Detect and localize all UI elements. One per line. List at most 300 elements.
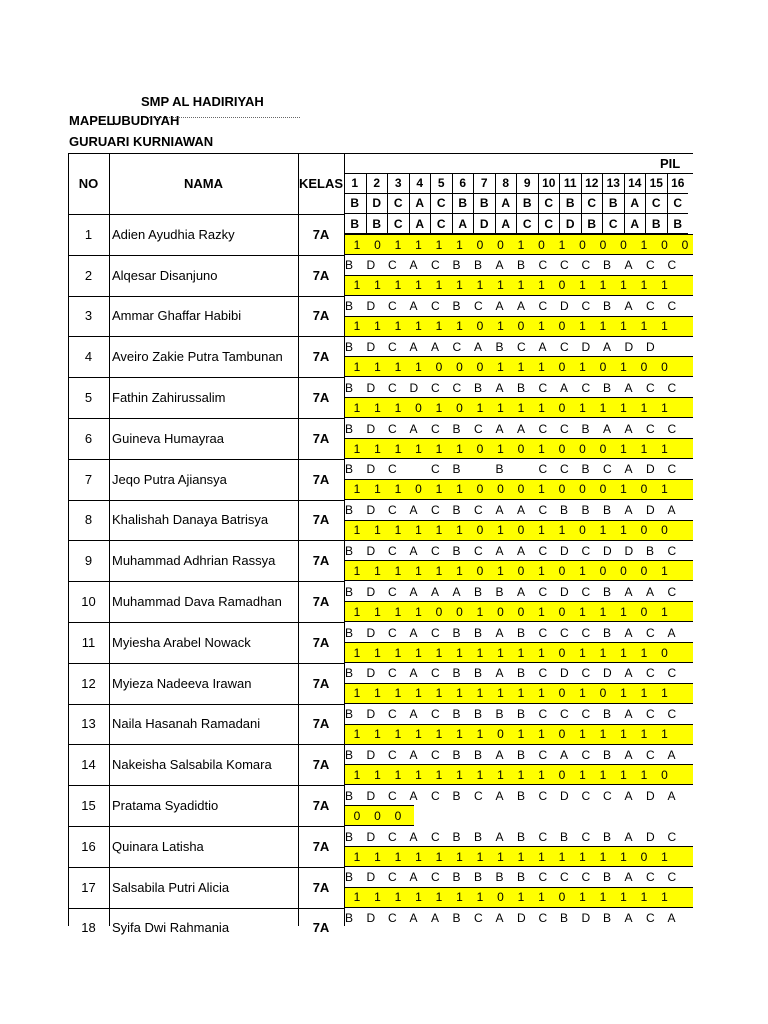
student-answer: C <box>581 380 591 395</box>
score-value: 1 <box>620 727 627 742</box>
student-answer: B <box>474 625 483 640</box>
student-answer: C <box>431 462 440 477</box>
score-value: 1 <box>456 686 463 701</box>
score-value: 0 <box>558 319 566 334</box>
score-value: 1 <box>435 278 443 293</box>
student-answer: C <box>388 788 397 803</box>
question-number: 13 <box>602 173 624 194</box>
score-value: 1 <box>538 441 545 456</box>
student-answer: C <box>538 747 548 762</box>
score-value: 0 <box>661 237 668 252</box>
score-value: 1 <box>640 890 648 905</box>
student-answer: B <box>603 870 612 885</box>
score-value: 1 <box>374 278 381 293</box>
student-name: Khalishah Danaya Batrisya <box>112 512 269 528</box>
score-value: 0 <box>558 359 566 374</box>
score-value: 1 <box>476 890 484 905</box>
student-answer: B <box>345 747 354 762</box>
score-value: 0 <box>661 359 668 374</box>
score-value: 1 <box>599 278 607 293</box>
student-answer: C <box>560 462 569 477</box>
row-number: 14 <box>81 757 96 773</box>
student-answer: C <box>581 788 591 803</box>
answer-key-alt: C <box>516 214 538 234</box>
student-answer: A <box>624 421 633 436</box>
score-value: 1 <box>435 686 443 701</box>
student-answer: A <box>409 299 418 314</box>
student-name: Myieza Nadeeva Irawan <box>112 675 252 691</box>
score-value: 1 <box>353 278 361 293</box>
student-answer: B <box>495 870 504 885</box>
student-answer: C <box>431 666 440 681</box>
student-answer: B <box>560 503 569 518</box>
question-number: 12 <box>581 173 603 194</box>
score-value: 0 <box>579 441 586 456</box>
answer-key-alt: C <box>387 214 409 234</box>
student-answer: B <box>495 339 504 354</box>
student-answer: B <box>474 380 483 395</box>
student-answer: A <box>646 584 655 599</box>
score-value: 1 <box>538 727 545 742</box>
student-answer: B <box>517 625 526 640</box>
score-value: 1 <box>353 523 361 538</box>
score-value: 1 <box>620 890 627 905</box>
student-answer: A <box>431 911 440 926</box>
row-number: 8 <box>84 512 93 528</box>
score-value: 1 <box>353 645 361 660</box>
student-answer: A <box>409 421 418 436</box>
answer-key-alt: A <box>452 214 474 234</box>
score-value: 0 <box>517 604 525 619</box>
student-answer: C <box>581 543 591 558</box>
question-number: 2 <box>366 173 388 194</box>
score-value: 0 <box>476 359 484 374</box>
student-answer: D <box>366 747 376 762</box>
student-answer: D <box>560 543 569 558</box>
score-value: 0 <box>517 319 525 334</box>
score-value: 0 <box>558 890 566 905</box>
student-answer: D <box>366 421 376 436</box>
student-answer: D <box>366 707 376 722</box>
student-answer: A <box>431 584 440 599</box>
student-name: Muhammad Adhrian Rassya <box>112 553 276 569</box>
score-value: 1 <box>661 400 668 415</box>
score-value: 1 <box>394 849 402 864</box>
score-value: 1 <box>620 441 627 456</box>
student-answer: B <box>517 666 526 681</box>
score-value: 1 <box>497 278 504 293</box>
score-value: 1 <box>435 319 443 334</box>
score-value: 1 <box>558 237 566 252</box>
score-value: 1 <box>497 686 504 701</box>
student-answer: B <box>603 625 612 640</box>
student-answer: A <box>517 503 526 518</box>
answer-key-alt: B <box>581 214 603 234</box>
student-answer: C <box>452 380 462 395</box>
answer-key-alt: B <box>667 214 689 234</box>
score-value: 1 <box>579 359 586 374</box>
score-value: 1 <box>394 604 402 619</box>
student-answer: C <box>538 666 548 681</box>
student-answer: A <box>431 339 440 354</box>
student-answer: D <box>366 462 376 477</box>
score-value: 0 <box>476 319 484 334</box>
student-class: 7A <box>312 594 330 610</box>
student-answer: C <box>474 503 483 518</box>
student-answer: A <box>560 747 569 762</box>
student-class: 7A <box>312 879 330 895</box>
student-answer: D <box>366 870 376 885</box>
grid-line <box>68 908 344 909</box>
row-number: 4 <box>84 349 93 365</box>
student-answer: B <box>452 258 461 273</box>
score-value: 1 <box>661 319 668 334</box>
score-value: 1 <box>374 563 381 578</box>
student-answer: A <box>517 584 526 599</box>
score-value: 0 <box>558 686 566 701</box>
score-value: 1 <box>497 523 504 538</box>
score-value: 0 <box>517 563 525 578</box>
student-answer: B <box>345 543 354 558</box>
row-number: 3 <box>84 308 93 324</box>
student-answer: B <box>517 747 526 762</box>
score-value: 1 <box>476 645 484 660</box>
student-answer: B <box>603 584 612 599</box>
answer-key: B <box>473 193 495 214</box>
student-answer: A <box>667 911 676 926</box>
student-answer: C <box>431 707 440 722</box>
answer-key-alt: A <box>409 214 431 234</box>
student-answer <box>473 460 495 479</box>
score-value: 1 <box>538 400 545 415</box>
score-value: 0 <box>558 604 566 619</box>
student-answer: A <box>495 911 504 926</box>
answer-key-alt: A <box>624 214 646 234</box>
student-class: 7A <box>312 430 330 446</box>
score-value: 0 <box>558 482 566 497</box>
score-value: 1 <box>374 645 381 660</box>
grid-line <box>344 173 693 174</box>
student-answer: B <box>452 788 461 803</box>
student-answer: C <box>388 339 397 354</box>
student-answer: D <box>624 543 634 558</box>
student-answer: C <box>581 666 591 681</box>
student-answer: B <box>603 299 612 314</box>
score-value: 1 <box>579 645 586 660</box>
score-value: 1 <box>620 400 627 415</box>
answer-key: A <box>409 193 431 214</box>
score-value: 1 <box>538 563 545 578</box>
student-answer: B <box>603 258 612 273</box>
student-answer: C <box>538 788 548 803</box>
score-value: 1 <box>476 727 484 742</box>
score-value: 1 <box>517 849 525 864</box>
score-value: 1 <box>579 400 586 415</box>
score-value: 1 <box>599 604 607 619</box>
score-value: 0 <box>620 237 627 252</box>
student-answer: A <box>624 503 633 518</box>
student-answer: C <box>646 299 655 314</box>
score-value: 1 <box>476 686 484 701</box>
score-value: 1 <box>579 604 586 619</box>
question-number: 14 <box>624 173 646 194</box>
student-answer: C <box>431 829 440 844</box>
score-value: 1 <box>415 767 422 782</box>
student-answer: C <box>388 462 397 477</box>
student-answer: A <box>409 625 418 640</box>
score-value: 1 <box>538 604 545 619</box>
student-answer: A <box>495 299 504 314</box>
question-number: 7 <box>473 173 495 194</box>
score-value: 0 <box>640 482 648 497</box>
answer-key: A <box>624 193 646 214</box>
student-answer: A <box>495 380 504 395</box>
student-answer: C <box>388 584 397 599</box>
student-answer: C <box>667 707 677 722</box>
student-answer: C <box>388 666 397 681</box>
score-value: 1 <box>435 727 443 742</box>
student-name: Alqesar Disanjuno <box>112 267 218 283</box>
score-value: 0 <box>517 523 525 538</box>
student-answer: C <box>646 258 655 273</box>
student-answer: B <box>603 380 612 395</box>
score-value: 1 <box>640 727 648 742</box>
grid-line <box>68 214 344 215</box>
answer-key-alt: C <box>602 214 624 234</box>
score-value: 1 <box>456 482 463 497</box>
answer-key: C <box>387 193 409 214</box>
score-value: 0 <box>476 441 484 456</box>
answer-key: B <box>452 193 474 214</box>
score-value: 1 <box>456 849 463 864</box>
score-value: 1 <box>435 849 443 864</box>
score-value: 1 <box>517 686 525 701</box>
student-answer: C <box>538 462 548 477</box>
student-answer: C <box>667 380 677 395</box>
score-value: 0 <box>538 237 545 252</box>
score-value: 1 <box>497 563 504 578</box>
score-value: 0 <box>558 400 566 415</box>
student-answer: D <box>646 462 655 477</box>
score-value: 0 <box>661 645 668 660</box>
student-answer: C <box>517 339 526 354</box>
score-value: 0 <box>374 808 381 823</box>
score-value: 0 <box>456 359 463 374</box>
student-answer: C <box>560 870 569 885</box>
student-answer: A <box>495 421 504 436</box>
score-value: 1 <box>456 278 463 293</box>
score-value: 1 <box>394 767 402 782</box>
student-answer: D <box>366 380 376 395</box>
student-answer: B <box>474 666 483 681</box>
student-answer: B <box>345 380 354 395</box>
score-value: 0 <box>456 400 463 415</box>
student-answer: A <box>495 666 504 681</box>
score-value: 1 <box>353 441 361 456</box>
grid-line <box>68 744 344 745</box>
score-value: 1 <box>374 767 381 782</box>
student-answer <box>409 460 431 479</box>
student-name: Pratama Syadidtio <box>112 798 219 814</box>
student-answer: A <box>624 380 633 395</box>
score-value: 1 <box>620 686 627 701</box>
student-name: Ammar Ghaffar Habibi <box>112 308 242 324</box>
student-answer: B <box>517 707 526 722</box>
student-answer: A <box>517 421 526 436</box>
student-answer: B <box>517 870 526 885</box>
row-number: 15 <box>81 798 96 814</box>
student-answer: B <box>517 788 526 803</box>
student-class: 7A <box>312 349 330 365</box>
student-class: 7A <box>312 471 330 487</box>
student-name: Guineva Humayraa <box>112 430 224 446</box>
score-value: 0 <box>558 767 566 782</box>
score-value: 1 <box>620 767 627 782</box>
score-value: 1 <box>374 686 381 701</box>
student-answer: C <box>560 707 569 722</box>
student-answer: A <box>409 707 418 722</box>
score-value: 0 <box>476 563 484 578</box>
student-answer: A <box>495 503 504 518</box>
student-answer: C <box>667 258 677 273</box>
score-value: 1 <box>374 849 381 864</box>
student-answer: D <box>581 339 591 354</box>
student-answer: C <box>581 625 591 640</box>
student-answer: B <box>452 299 461 314</box>
grid-line <box>68 153 344 154</box>
score-value: 1 <box>579 727 586 742</box>
score-value: 0 <box>640 563 648 578</box>
student-answer: B <box>345 339 354 354</box>
student-answer: D <box>581 911 591 926</box>
answer-key: B <box>559 193 581 214</box>
score-value: 0 <box>599 482 607 497</box>
student-class: 7A <box>312 512 330 528</box>
score-value: 1 <box>394 686 402 701</box>
student-answer: A <box>624 911 633 926</box>
answer-key: C <box>538 193 560 214</box>
student-answer: A <box>409 666 418 681</box>
student-answer: C <box>581 747 591 762</box>
student-answer: D <box>366 829 376 844</box>
student-answer: D <box>366 339 376 354</box>
score-value: 0 <box>415 400 422 415</box>
student-answer: D <box>366 584 376 599</box>
student-answer: B <box>452 543 461 558</box>
mapel-value: UBUDIYAH <box>112 113 180 128</box>
student-answer: C <box>667 829 677 844</box>
score-value: 1 <box>579 563 586 578</box>
answer-key: C <box>645 193 667 214</box>
score-value: 1 <box>353 237 361 252</box>
student-answer: C <box>667 666 677 681</box>
student-answer: B <box>474 870 483 885</box>
score-value: 0 <box>497 727 504 742</box>
student-answer: C <box>560 258 569 273</box>
student-answer: B <box>495 462 504 477</box>
score-value: 1 <box>620 849 627 864</box>
score-value: 1 <box>497 645 504 660</box>
score-value: 1 <box>435 645 443 660</box>
score-value: 1 <box>517 359 525 374</box>
score-value: 1 <box>517 237 525 252</box>
student-answer: C <box>474 421 483 436</box>
question-number: 5 <box>430 173 452 194</box>
column-header-nama: NAMA <box>184 176 223 191</box>
row-number: 1 <box>84 226 93 242</box>
student-answer: A <box>624 666 633 681</box>
student-answer: A <box>624 299 633 314</box>
score-value: 0 <box>435 359 443 374</box>
answer-key: C <box>581 193 603 214</box>
student-answer: B <box>452 503 461 518</box>
score-value: 0 <box>435 604 443 619</box>
score-value: 1 <box>497 441 504 456</box>
grid-line <box>68 459 344 460</box>
score-value: 0 <box>394 808 402 823</box>
student-answer: D <box>646 788 655 803</box>
score-value: 1 <box>640 767 648 782</box>
student-answer: D <box>603 666 612 681</box>
student-answer: B <box>603 747 612 762</box>
grid-line <box>68 663 344 664</box>
score-value: 1 <box>415 645 422 660</box>
student-answer: C <box>646 911 655 926</box>
score-value: 0 <box>353 808 361 823</box>
score-value: 1 <box>353 359 361 374</box>
score-value: 1 <box>517 890 525 905</box>
student-answer: A <box>409 870 418 885</box>
score-value: 0 <box>640 359 648 374</box>
score-value: 1 <box>640 237 648 252</box>
student-answer: B <box>560 911 569 926</box>
score-value: 1 <box>640 645 648 660</box>
student-answer: C <box>431 380 440 395</box>
student-answer: A <box>560 380 569 395</box>
student-answer: C <box>538 543 548 558</box>
student-answer: C <box>646 380 655 395</box>
score-value: 1 <box>374 359 381 374</box>
row-number: 10 <box>81 594 96 610</box>
student-answer: B <box>603 707 612 722</box>
student-answer: C <box>474 299 483 314</box>
student-name: Naila Hasanah Ramadani <box>112 716 261 732</box>
student-answer: B <box>581 421 590 436</box>
student-answer: B <box>603 829 612 844</box>
student-answer: D <box>560 299 569 314</box>
student-answer: C <box>646 625 655 640</box>
score-value: 1 <box>394 400 402 415</box>
score-value: 1 <box>353 727 361 742</box>
student-answer: C <box>388 421 397 436</box>
student-answer: B <box>452 625 461 640</box>
score-value: 1 <box>374 400 381 415</box>
student-answer: A <box>495 747 504 762</box>
score-value: 1 <box>394 563 402 578</box>
student-answer: B <box>581 503 590 518</box>
score-value: 0 <box>640 604 648 619</box>
answer-key: C <box>430 193 452 214</box>
student-answer: D <box>646 829 655 844</box>
student-answer: B <box>452 870 461 885</box>
score-value: 1 <box>640 441 648 456</box>
score-value: 1 <box>579 278 586 293</box>
student-answer: C <box>581 584 591 599</box>
score-value: 1 <box>661 727 668 742</box>
student-answer: C <box>538 421 548 436</box>
student-answer: A <box>517 299 526 314</box>
school-name: SMP AL HADIRIYAH <box>141 94 264 109</box>
